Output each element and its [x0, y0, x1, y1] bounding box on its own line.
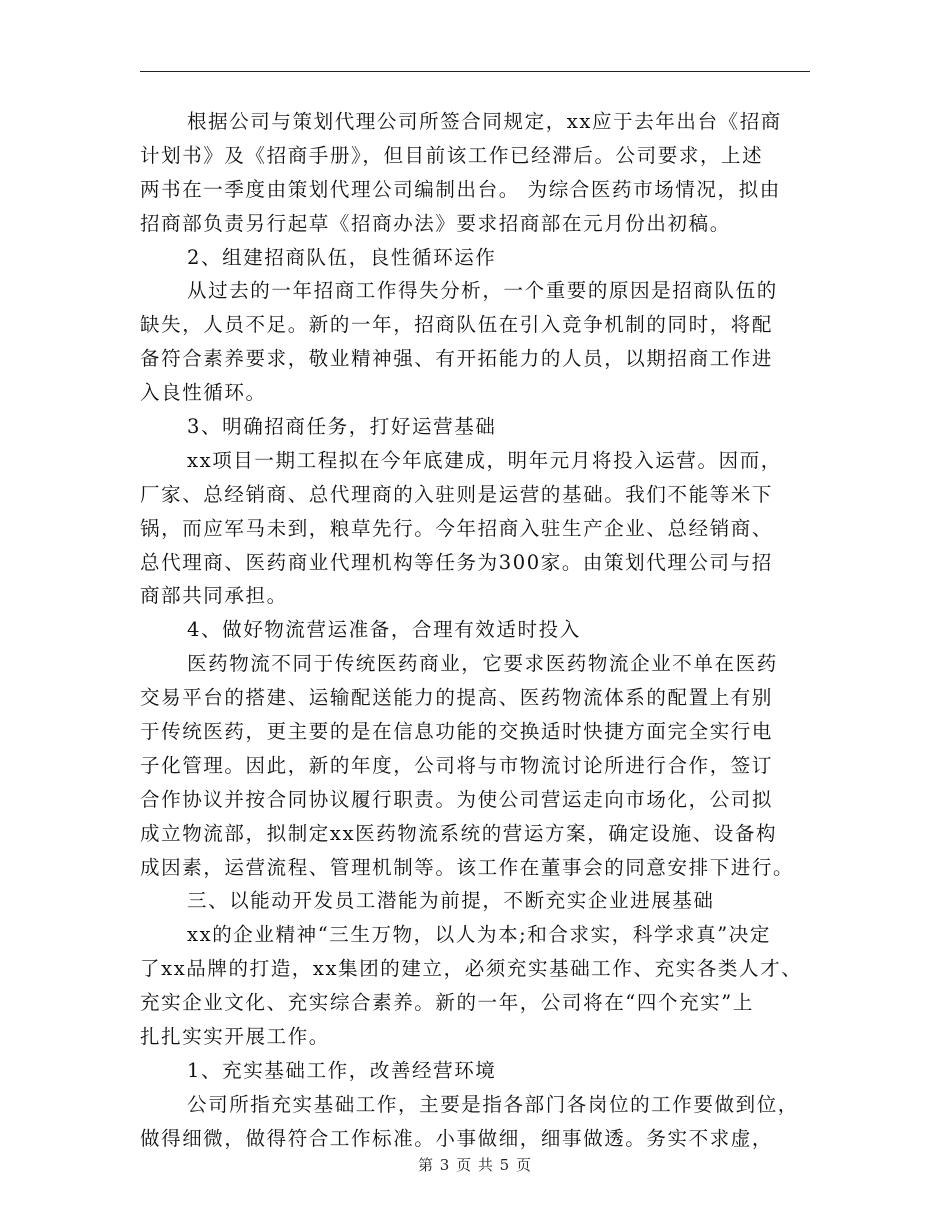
text-line: 根据公司与策划代理公司所签合同规定，xx应于去年出台《招商	[187, 110, 782, 133]
text-line: 厂家、总经销商、总代理商的入驻则是运营的基础。我们不能等米下	[140, 482, 774, 506]
text-line: 1、充实基础工作，改善经营环境	[187, 1058, 497, 1082]
text-line: 成立物流部，拟制定xx医药物流系统的营运方案，确定设施、设备构	[140, 821, 778, 845]
text-line: 两书在一季度由策划代理公司编制出台。 为综合医药市场情况，拟由	[140, 177, 781, 201]
text-line: 充实企业文化、充实综合素养。新的一年，公司将在“四个充实”上	[140, 991, 754, 1015]
text-line: 扎扎实实开展工作。	[140, 1025, 330, 1049]
text-line: 锅，而应军马未到，粮草先行。今年招商入驻生产企业、总经销商、	[140, 516, 774, 540]
text-line: 3、明确招商任务，打好运营基础	[187, 415, 497, 439]
page-number-footer: 第 3 页 共 5 页	[418, 1156, 532, 1174]
text-line: 计划书》及《招商手册》，但目前该工作已经滞后。公司要求，上述	[140, 143, 764, 167]
header-rule	[140, 71, 810, 72]
text-line: xx的企业精神“三生万物，以人为本;和合求实，科学求真”决定	[187, 923, 772, 947]
text-line: xx项目一期工程拟在今年底建成，明年元月将投入运营。因而，	[187, 448, 782, 472]
text-line: 备符合素养要求，敬业精神强、有开拓能力的人员，以期招商工作进	[140, 347, 774, 371]
text-line: 子化管理。因此，新的年度，公司将与市物流讨论所进行合作，签订	[140, 753, 774, 777]
text-line: 2、组建招商队伍，良性循环运作	[187, 245, 497, 269]
text-line: 入良性循环。	[140, 381, 267, 405]
text-line: 缺失，人员不足。新的一年，招商队伍在引入竞争机制的同时，将配	[140, 313, 774, 337]
text-line: 招商部负责另行起草《招商办法》要求招商部在元月份出初稿。	[140, 211, 731, 235]
text-line: 总代理商、医药商业代理机构等任务为300家。由策划代理公司与招	[140, 550, 773, 574]
text-line: 商部共同承担。	[140, 584, 288, 608]
text-line: 三、以能动开发员工潜能为前提，不断充实企业进展基础	[187, 889, 715, 913]
text-line: 医药物流不同于传统医药商业，它要求医药物流企业不单在医药	[187, 652, 778, 676]
text-line: 了xx品牌的打造，xx集团的建立，必须充实基础工作、充实各类人才、	[140, 957, 803, 981]
text-line: 公司所指充实基础工作，主要是指各部门各岗位的工作要做到位，	[187, 1092, 799, 1116]
text-line: 从过去的一年招商工作得失分析，一个重要的原因是招商队伍的	[187, 279, 778, 303]
text-line: 4、做好物流营运准备，合理有效适时投入	[187, 618, 581, 642]
text-line: 成因素，运营流程、管理机制等。该工作在董事会的同意安排下进行。	[140, 855, 795, 879]
text-line: 交易平台的搭建、运输配送能力的提高、医药物流体系的配置上有别	[140, 686, 774, 710]
text-line: 合作协议并按合同协议履行职责。为使公司营运走向市场化，公司拟	[140, 787, 774, 811]
document-body	[140, 105, 810, 1156]
text-line: 于传统医药，更主要的是在信息功能的交换适时快捷方面完全实行电	[140, 720, 774, 744]
text-line: 做得细微，做得符合工作标准。小事做细，细事做透。务实不求虚，	[140, 1126, 774, 1150]
